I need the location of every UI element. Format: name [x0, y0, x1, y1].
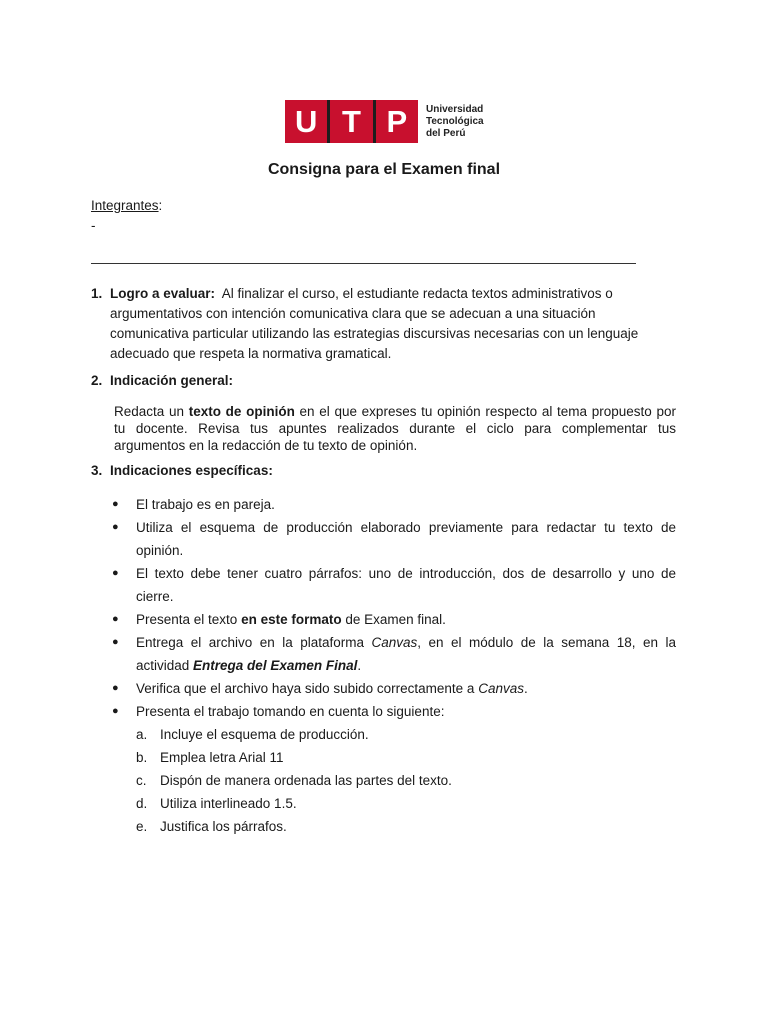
- bullet-dot: ●: [112, 705, 119, 717]
- section-1-text: Al finalizar el curso, el estudiante redacta textos administrativos o argumentativos con intención comunicativa clara que se adecuan a una situación comunicativa particular utilizando las estrategias discursivas necesarias con un lenguaje adecuado que respeta la normativa gramatical.: [110, 286, 639, 361]
- section-2-heading: Indicación general:: [110, 373, 234, 388]
- utp-logo-mark: [285, 100, 418, 143]
- bullet-list: [112, 493, 676, 838]
- bullet-dot: ●: [112, 682, 119, 694]
- logo-line-3: del Perú: [426, 127, 466, 139]
- list-item: [112, 562, 676, 608]
- list-item: [112, 608, 676, 631]
- list-item: [112, 677, 676, 700]
- list-item: [112, 493, 676, 516]
- logo-letter-t: T: [330, 100, 372, 143]
- sub-text: Incluye el esquema de producción.: [160, 727, 369, 742]
- section-1-number: 1.: [91, 286, 103, 301]
- bullet-6-pre: Verifica que el archivo haya sido subido correctamente a: [136, 681, 479, 696]
- bullet-4-pre: Presenta el texto: [136, 612, 242, 627]
- sub-list-item: [136, 815, 676, 838]
- bullet-4-post: de Examen final.: [341, 612, 446, 627]
- section-2-post: en el que expreses tu opinión respecto al tema propuesto por tu docente. Revisa tus apuntes realizados durante el ciclo para complementar tus argumentos en la redacción de tu texto de opinión.: [114, 404, 676, 453]
- list-item: [112, 700, 676, 723]
- integrantes-label: Integrantes: [91, 198, 159, 213]
- logo-wordmark: [426, 104, 484, 140]
- section-2-bold: texto de opinión: [188, 404, 295, 419]
- sub-text: Dispón de manera ordenada las partes del texto.: [160, 773, 452, 788]
- logo-letter-p: P: [376, 100, 418, 143]
- logo-letter-u: U: [285, 100, 327, 143]
- bullet-dot: ●: [112, 521, 119, 533]
- section-2-pre: Redacta un: [114, 404, 189, 419]
- section-2-number: 2.: [91, 373, 103, 388]
- section-2-body: [114, 403, 676, 454]
- section-3-heading: Indicaciones específicas:: [110, 463, 273, 478]
- section-logro: [91, 284, 677, 364]
- bullet-5-post: .: [357, 658, 362, 673]
- sub-text: Emplea letra Arial 11: [160, 750, 284, 765]
- sub-text: Utiliza interlineado 1.5.: [160, 796, 297, 811]
- integrantes-colon: :: [158, 198, 163, 213]
- sub-text: Justifica los párrafos.: [160, 819, 287, 834]
- integrantes-line: [91, 198, 162, 213]
- bullet-dot: ●: [112, 567, 119, 579]
- utp-logo: [285, 100, 484, 143]
- bullet-dot: ●: [112, 613, 119, 625]
- bullet-5-mid: , en el módulo de la semana 18, en la actividad: [136, 635, 676, 673]
- sub-list-item: [136, 769, 676, 792]
- sub-letter: e.: [136, 819, 148, 834]
- section-1-heading: Logro a evaluar:: [110, 286, 216, 301]
- logo-line-2: Tecnológica: [426, 115, 484, 127]
- bullet-dot: ●: [112, 498, 119, 510]
- bullet-5-pre: Entrega el archivo en la plataforma: [136, 635, 372, 650]
- bullet-6-post: .: [523, 681, 528, 696]
- sub-list-item: [136, 746, 676, 769]
- bullet-dot: ●: [112, 636, 119, 648]
- bullet-7-text: Presenta el trabajo tomando en cuenta lo siguiente:: [136, 704, 445, 719]
- sub-list-item: [136, 792, 676, 815]
- document-title: Consigna para el Examen final: [267, 161, 501, 178]
- logo-line-1: Universidad: [426, 103, 484, 115]
- bullet-4-bold: en este formato: [241, 612, 342, 627]
- sub-letter: a.: [136, 727, 148, 742]
- integrantes-dash: -: [91, 218, 96, 233]
- bullet-5-bolditalic: Entrega del Examen Final: [193, 658, 358, 673]
- bullet-6-italic: Canvas: [478, 681, 524, 696]
- bullet-5-italic: Canvas: [371, 635, 418, 650]
- list-item: [112, 516, 676, 562]
- bullet-2-text: Utiliza el esquema de producción elaborado previamente para redactar tu texto de opinión.: [136, 520, 676, 558]
- bullet-1-text: El trabajo es en pareja.: [136, 497, 275, 512]
- sub-letter: b.: [136, 750, 148, 765]
- bullet-3-text: El texto debe tener cuatro párrafos: uno de introducción, dos de desarrollo y uno de cierre.: [136, 566, 676, 604]
- section-1-body: [91, 284, 677, 364]
- sub-letter: c.: [136, 773, 147, 788]
- section-3-number: 3.: [91, 463, 103, 478]
- sub-list-item: [136, 723, 676, 746]
- list-item: [112, 631, 676, 677]
- sub-letter: d.: [136, 796, 148, 811]
- sub-list: [136, 723, 676, 838]
- separator-rule: [91, 263, 636, 264]
